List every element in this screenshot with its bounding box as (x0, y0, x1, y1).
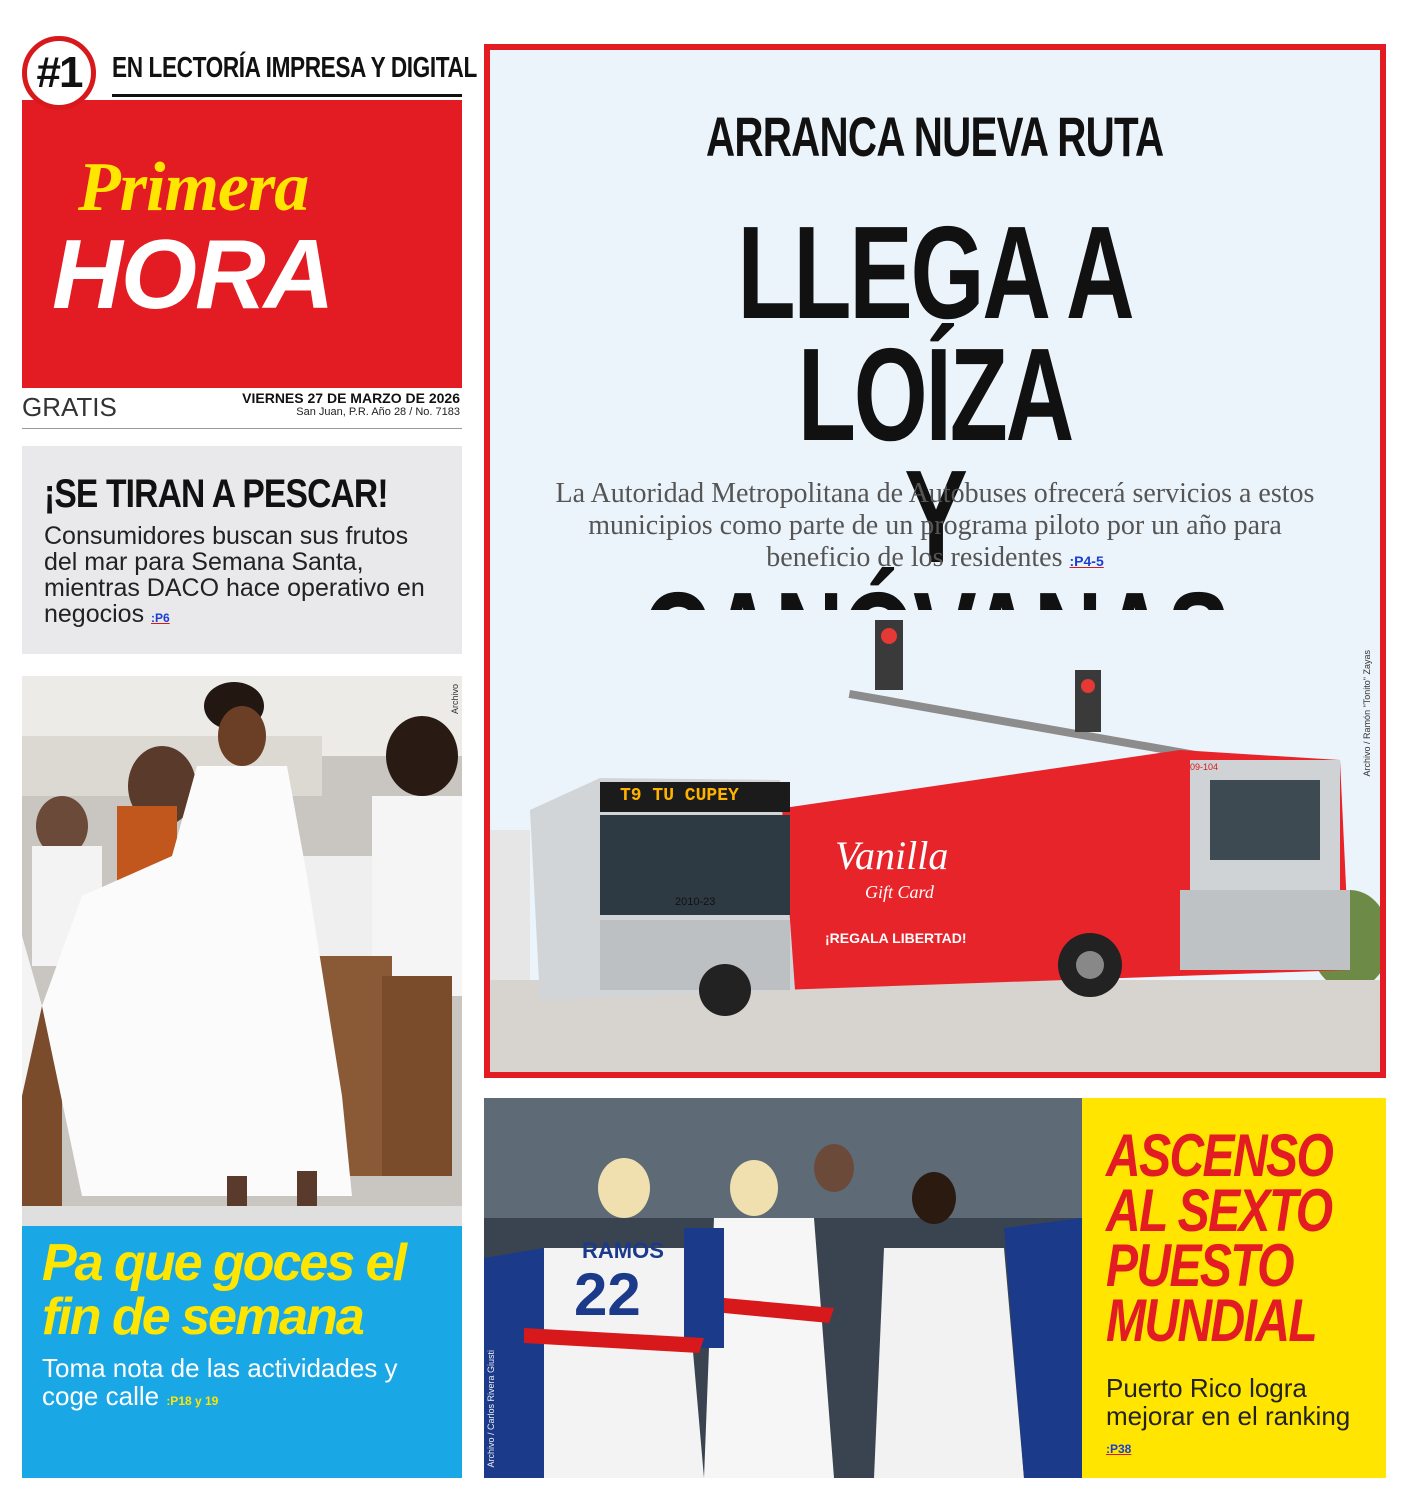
page-ref-p38[interactable]: :P38 (1106, 1442, 1132, 1456)
tagline-rule (112, 94, 462, 97)
lead-kicker: ARRANCA NUEVA RUTA (706, 105, 1164, 168)
bus-photo[interactable] (490, 610, 1380, 1072)
ad-slogan: ¡REGALA LIBERTAD! (825, 930, 967, 946)
jersey-name: RAMOS (582, 1238, 664, 1263)
sports-body: Puerto Rico logra mejorar en el ranking :P38 (1106, 1373, 1351, 1456)
teaser-pescar[interactable] (22, 446, 462, 654)
ad-brand: Vanilla (835, 833, 949, 878)
teaser-weekend-body: Toma nota de las actividades y coge calle :P18 y 19 (42, 1353, 398, 1411)
bus-destination-sign: T9 TU CUPEY (620, 786, 739, 806)
dancer-photo[interactable] (22, 676, 462, 1226)
issue-number: San Juan, P.R. Año 28 / No. 7183 (296, 406, 460, 418)
dateline (242, 390, 460, 418)
ad-subtitle: Gift Card (865, 882, 934, 902)
baseball-photo-credit: Archivo / Carlos Rivera Giusti (486, 1350, 496, 1468)
jersey-number: 22 (574, 1261, 641, 1328)
teaser-pescar-headline: ¡SE TIRAN A PESCAR! (44, 472, 388, 516)
sports-headline: ASCENSO AL SEXTO PUESTO MUNDIAL (1106, 1122, 1333, 1354)
bus-photo-credit: Archivo / Ramón "Tonito" Zayas (1362, 650, 1372, 777)
page-ref-p6[interactable]: :P6 (151, 611, 170, 625)
page-ref-p18[interactable]: :P18 y 19 (166, 1394, 219, 1408)
number-one-badge: #1 (22, 36, 96, 110)
price-label: GRATIS (22, 392, 117, 422)
issue-date: VIERNES 27 DE MARZO DE 2026 (242, 390, 460, 406)
masthead-tagline: EN LECTORÍA IMPRESA Y DIGITAL (112, 52, 477, 84)
lead-headline-line1: LLEGA A LOÍZA (737, 199, 1133, 468)
baseball-photo[interactable] (484, 1098, 1082, 1478)
lead-headline-line2: Y (904, 443, 966, 590)
bus-number-side: 09-104 (1190, 762, 1219, 772)
masthead-divider (22, 428, 462, 429)
teaser-weekend-headline: Pa que goces el fin de semana (42, 1234, 406, 1346)
teaser-weekend[interactable] (22, 1226, 462, 1478)
teaser-pescar-body: Consumidores buscan sus frutos del mar para Semana Santa, mientras DACO hace operativo en negocios :P6 (44, 522, 425, 628)
bus-number-front: 2010-23 (675, 896, 716, 908)
logo-hora: HORA (52, 219, 333, 329)
teaser-sports[interactable] (1082, 1098, 1386, 1478)
page-ref-p4[interactable]: :P4-5 (1069, 553, 1104, 569)
dancer-photo-credit: Archivo (450, 684, 460, 715)
logo-primera: Primera (78, 149, 309, 226)
lead-deck: La Autoridad Metropolitana de Autobuses ofrecerá servicios a estos municipios como parte de un programa piloto por un año para beneficio de los residentes :P4-5 (555, 478, 1315, 573)
dancer-photo-image (22, 676, 462, 1226)
